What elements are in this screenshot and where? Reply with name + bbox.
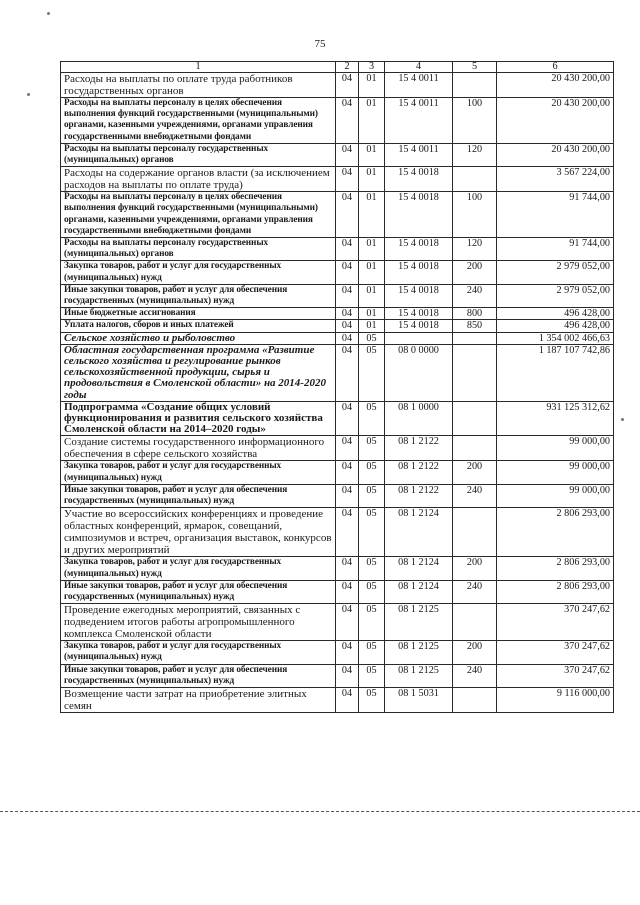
- scan-speck: [47, 12, 50, 15]
- table-row: [61, 580, 614, 603]
- row-name: Расходы на выплаты по оплате труда работников государственных органов: [61, 73, 336, 98]
- row-expense-type: 240: [453, 580, 497, 603]
- row-expense-type: 200: [453, 641, 497, 664]
- row-target-code: 15 4 0018: [385, 167, 453, 192]
- row-subsection: 05: [359, 687, 385, 712]
- row-expense-type: 850: [453, 320, 497, 332]
- row-expense-type: [453, 332, 497, 344]
- row-amount: 1 187 107 742,86: [497, 344, 614, 401]
- row-amount: 3 567 224,00: [497, 167, 614, 192]
- table-row: [61, 261, 614, 284]
- table-row: [61, 308, 614, 320]
- row-name: Расходы на выплаты персоналу государственных (муниципальных) органов: [61, 143, 336, 166]
- row-name: Создание системы государственного информационного обеспечения в сфере сельского хозяйства: [61, 436, 336, 461]
- row-subsection: 05: [359, 484, 385, 507]
- row-name: Расходы на выплаты персоналу государственных (муниципальных) органов: [61, 238, 336, 261]
- table-row: [61, 332, 614, 344]
- row-subsection: 05: [359, 557, 385, 580]
- row-section: 04: [336, 664, 359, 687]
- row-section: 04: [336, 508, 359, 557]
- row-target-code: 15 4 0011: [385, 73, 453, 98]
- row-subsection: 01: [359, 284, 385, 307]
- row-amount: 20 430 200,00: [497, 73, 614, 98]
- row-subsection: 01: [359, 192, 385, 238]
- row-amount: 91 744,00: [497, 238, 614, 261]
- table-row: [61, 73, 614, 98]
- table-row: [61, 238, 614, 261]
- row-target-code: 15 4 0011: [385, 98, 453, 144]
- row-amount: 496 428,00: [497, 320, 614, 332]
- row-section: 04: [336, 484, 359, 507]
- table-row: [61, 320, 614, 332]
- row-subsection: 01: [359, 308, 385, 320]
- scan-speck: [27, 93, 30, 96]
- row-expense-type: 240: [453, 484, 497, 507]
- row-expense-type: 240: [453, 284, 497, 307]
- column-header-2: 2: [336, 62, 359, 73]
- table-row: [61, 401, 614, 436]
- row-target-code: 08 1 2122: [385, 436, 453, 461]
- row-name: Иные закупки товаров, работ и услуг для обеспечения государственных (муниципальных) нужд: [61, 664, 336, 687]
- table-row: [61, 192, 614, 238]
- table-row: [61, 508, 614, 557]
- row-section: 04: [336, 261, 359, 284]
- table-row: [61, 484, 614, 507]
- table-row: [61, 98, 614, 144]
- column-header-3: 3: [359, 62, 385, 73]
- row-target-code: 08 1 2122: [385, 484, 453, 507]
- row-name: Участие во всероссийских конференциях и проведение областных конференций, ярмарок, совещаний, симпозиумов и встреч, организация выставок, конкурсов и других мероприятий: [61, 508, 336, 557]
- row-amount: 2 979 052,00: [497, 284, 614, 307]
- row-expense-type: 240: [453, 664, 497, 687]
- row-expense-type: [453, 436, 497, 461]
- row-amount: 931 125 312,62: [497, 401, 614, 436]
- table-row: [61, 557, 614, 580]
- table-row: [61, 344, 614, 401]
- row-expense-type: [453, 508, 497, 557]
- budget-table: [60, 61, 614, 713]
- row-name: Сельское хозяйство и рыболовство: [61, 332, 336, 344]
- row-subsection: 05: [359, 604, 385, 641]
- row-amount: 20 430 200,00: [497, 98, 614, 144]
- row-name: Расходы на выплаты персоналу в целях обеспечения выполнения функций государственными (муниципальными) органами, казенными учреждениями, органами управления государственными внебюджетными фондами: [61, 192, 336, 238]
- table-row: [61, 641, 614, 664]
- row-target-code: 08 1 2124: [385, 508, 453, 557]
- row-target-code: 08 0 0000: [385, 344, 453, 401]
- row-expense-type: 100: [453, 192, 497, 238]
- row-target-code: 08 1 2122: [385, 461, 453, 484]
- row-amount: 2 806 293,00: [497, 557, 614, 580]
- row-section: 04: [336, 461, 359, 484]
- table-row: [61, 167, 614, 192]
- page-number: 75: [314, 38, 326, 50]
- dashed-cut-line: [0, 811, 640, 812]
- row-target-code: 08 1 0000: [385, 401, 453, 436]
- row-name: Иные закупки товаров, работ и услуг для обеспечения государственных (муниципальных) нужд: [61, 484, 336, 507]
- row-target-code: 08 1 2124: [385, 557, 453, 580]
- table-row: [61, 436, 614, 461]
- row-amount: 99 000,00: [497, 436, 614, 461]
- row-subsection: 01: [359, 238, 385, 261]
- row-subsection: 05: [359, 461, 385, 484]
- row-expense-type: [453, 687, 497, 712]
- row-target-code: 15 4 0011: [385, 143, 453, 166]
- row-amount: 9 116 000,00: [497, 687, 614, 712]
- row-amount: 2 979 052,00: [497, 261, 614, 284]
- row-amount: 1 354 002 466,63: [497, 332, 614, 344]
- row-name: Областная государственная программа «Развитие сельского хозяйства и регулирование рынков сельскохозяйственной продукции, сырья и продовольствия в Смоленской области» на 2014-2020 годы: [61, 344, 336, 401]
- row-section: 04: [336, 143, 359, 166]
- row-target-code: 08 1 2125: [385, 604, 453, 641]
- row-section: 04: [336, 401, 359, 436]
- row-expense-type: 200: [453, 557, 497, 580]
- row-expense-type: 120: [453, 238, 497, 261]
- row-name: Закупка товаров, работ и услуг для государственных (муниципальных) нужд: [61, 261, 336, 284]
- row-target-code: 15 4 0018: [385, 320, 453, 332]
- row-name: Закупка товаров, работ и услуг для государственных (муниципальных) нужд: [61, 641, 336, 664]
- row-section: 04: [336, 284, 359, 307]
- row-expense-type: [453, 401, 497, 436]
- row-section: 04: [336, 238, 359, 261]
- row-amount: 496 428,00: [497, 308, 614, 320]
- row-subsection: 05: [359, 580, 385, 603]
- table-row: [61, 284, 614, 307]
- row-section: 04: [336, 436, 359, 461]
- row-name: Расходы на выплаты персоналу в целях обеспечения выполнения функций государственными (муниципальными) органами, казенными учреждениями, органами управления государственными внебюджетными фондами: [61, 98, 336, 144]
- scan-speck: [621, 418, 624, 421]
- row-target-code: 15 4 0018: [385, 308, 453, 320]
- table-row: [61, 461, 614, 484]
- row-section: 04: [336, 687, 359, 712]
- table-row: [61, 143, 614, 166]
- row-section: 04: [336, 320, 359, 332]
- row-amount: 20 430 200,00: [497, 143, 614, 166]
- row-subsection: 01: [359, 73, 385, 98]
- row-name: Проведение ежегодных мероприятий, связанных с подведением итогов работы агропромышленного комплекса Смоленской области: [61, 604, 336, 641]
- table-body: [61, 73, 614, 713]
- row-section: 04: [336, 192, 359, 238]
- row-amount: 99 000,00: [497, 461, 614, 484]
- row-section: 04: [336, 641, 359, 664]
- row-name: Расходы на содержание органов власти (за исключением расходов на выплаты по оплате труда): [61, 167, 336, 192]
- column-header-1: 1: [61, 62, 336, 73]
- row-expense-type: 200: [453, 461, 497, 484]
- row-subsection: 05: [359, 344, 385, 401]
- row-name: Иные закупки товаров, работ и услуг для обеспечения государственных (муниципальных) нужд: [61, 284, 336, 307]
- row-name: Уплата налогов, сборов и иных платежей: [61, 320, 336, 332]
- row-section: 04: [336, 73, 359, 98]
- column-header-6: 6: [497, 62, 614, 73]
- row-target-code: 15 4 0018: [385, 284, 453, 307]
- row-subsection: 05: [359, 401, 385, 436]
- column-header-4: 4: [385, 62, 453, 73]
- row-amount: 370 247,62: [497, 664, 614, 687]
- row-name: Закупка товаров, работ и услуг для государственных (муниципальных) нужд: [61, 557, 336, 580]
- row-expense-type: [453, 344, 497, 401]
- table-row: [61, 687, 614, 712]
- row-subsection: 01: [359, 320, 385, 332]
- table-row: [61, 664, 614, 687]
- table-row: [61, 604, 614, 641]
- row-subsection: 05: [359, 436, 385, 461]
- row-name: Закупка товаров, работ и услуг для государственных (муниципальных) нужд: [61, 461, 336, 484]
- row-target-code: 08 1 2125: [385, 641, 453, 664]
- row-target-code: 08 1 5031: [385, 687, 453, 712]
- row-section: 04: [336, 308, 359, 320]
- row-amount: 370 247,62: [497, 641, 614, 664]
- row-expense-type: 800: [453, 308, 497, 320]
- row-subsection: 01: [359, 98, 385, 144]
- row-section: 04: [336, 167, 359, 192]
- row-subsection: 05: [359, 664, 385, 687]
- row-subsection: 05: [359, 508, 385, 557]
- row-subsection: 05: [359, 641, 385, 664]
- row-subsection: 01: [359, 167, 385, 192]
- row-amount: 99 000,00: [497, 484, 614, 507]
- row-amount: 370 247,62: [497, 604, 614, 641]
- row-expense-type: 120: [453, 143, 497, 166]
- column-header-5: 5: [453, 62, 497, 73]
- row-target-code: 15 4 0018: [385, 261, 453, 284]
- row-target-code: 08 1 2125: [385, 664, 453, 687]
- row-target-code: 15 4 0018: [385, 238, 453, 261]
- row-amount: 91 744,00: [497, 192, 614, 238]
- row-name: Иные бюджетные ассигнования: [61, 308, 336, 320]
- row-section: 04: [336, 557, 359, 580]
- row-section: 04: [336, 98, 359, 144]
- row-name: Подпрограмма «Создание общих условий функционирования и развития сельского хозяйства Смоленской области на 2014–2020 годы»: [61, 401, 336, 436]
- row-amount: 2 806 293,00: [497, 508, 614, 557]
- row-section: 04: [336, 604, 359, 641]
- row-amount: 2 806 293,00: [497, 580, 614, 603]
- row-section: 04: [336, 332, 359, 344]
- row-section: 04: [336, 580, 359, 603]
- row-expense-type: [453, 167, 497, 192]
- row-target-code: 15 4 0018: [385, 192, 453, 238]
- row-target-code: [385, 332, 453, 344]
- row-target-code: 08 1 2124: [385, 580, 453, 603]
- row-section: 04: [336, 344, 359, 401]
- row-name: Иные закупки товаров, работ и услуг для обеспечения государственных (муниципальных) нужд: [61, 580, 336, 603]
- row-expense-type: 100: [453, 98, 497, 144]
- row-expense-type: [453, 73, 497, 98]
- row-subsection: 01: [359, 261, 385, 284]
- row-name: Возмещение части затрат на приобретение элитных семян: [61, 687, 336, 712]
- row-subsection: 05: [359, 332, 385, 344]
- row-expense-type: 200: [453, 261, 497, 284]
- header-row: [61, 62, 614, 73]
- row-expense-type: [453, 604, 497, 641]
- row-subsection: 01: [359, 143, 385, 166]
